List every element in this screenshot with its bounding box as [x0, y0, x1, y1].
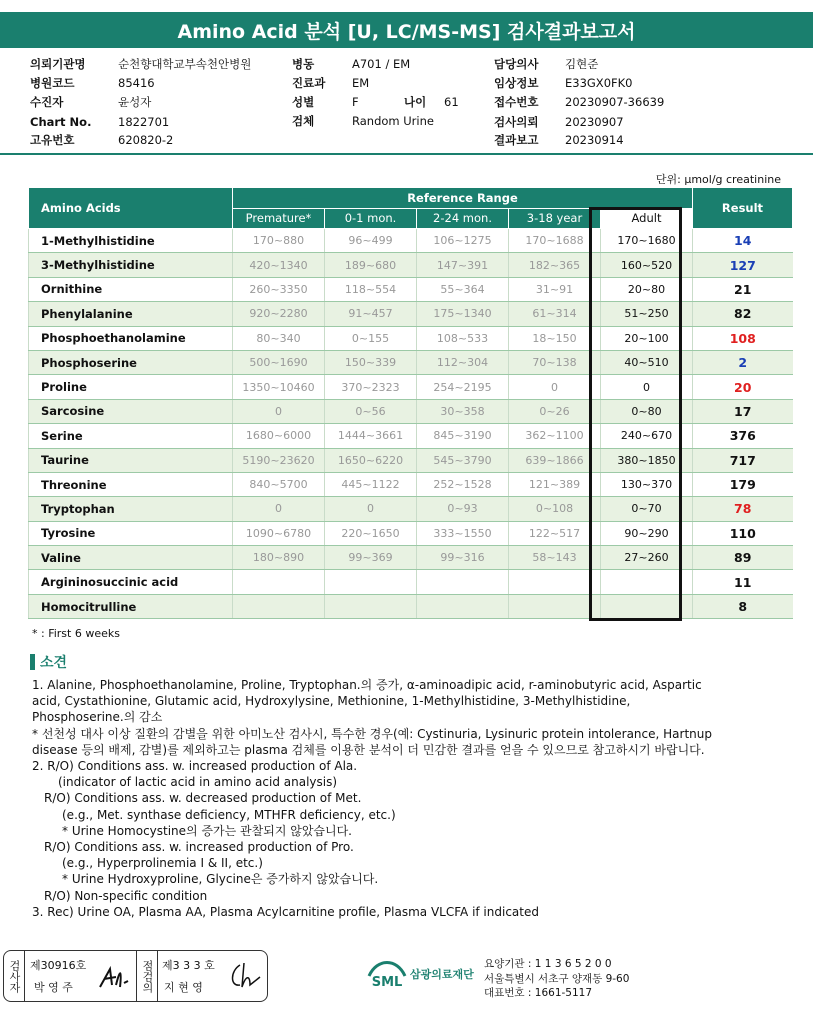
- tester-label: [4, 951, 25, 1001]
- result-cell: 17: [693, 399, 793, 423]
- table-row: [29, 594, 793, 618]
- patient-label: 수진자: [30, 95, 64, 109]
- col-3-18-year: 3-18 year: [509, 208, 601, 229]
- col-premature: Premature*: [233, 208, 325, 229]
- comment-line: (e.g., Hyperprolinemia I & II, etc.): [62, 856, 263, 871]
- col-result: Result: [693, 188, 793, 229]
- result-cell: 14: [693, 229, 793, 253]
- reference-range-cell: [325, 594, 417, 618]
- reference-range-cell: 61~314: [509, 302, 601, 326]
- tester-label-text: 검사자: [8, 959, 21, 993]
- comment-line: * Urine Hydroxyproline, Glycine은 증가하지 않았습니다.: [62, 872, 379, 887]
- amino-acid-name: Homocitrulline: [29, 594, 233, 618]
- adult-range-cell: 0~80: [601, 399, 693, 423]
- table-row: [29, 326, 793, 350]
- adult-range-cell: 27~260: [601, 546, 693, 570]
- doctor-label: 담당의사: [494, 57, 539, 71]
- reference-range-cell: 0~93: [417, 497, 509, 521]
- reference-range-cell: 31~91: [509, 277, 601, 301]
- reference-range-cell: 0: [233, 497, 325, 521]
- reference-range-cell: 362~1100: [509, 424, 601, 448]
- chart-value: 1822701: [118, 115, 170, 129]
- result-cell: 11: [693, 570, 793, 594]
- reference-range-cell: 0: [233, 399, 325, 423]
- reference-range-cell: 1090~6780: [233, 521, 325, 545]
- reference-range-cell: 639~1866: [509, 448, 601, 472]
- result-cell: 108: [693, 326, 793, 350]
- reference-range-cell: [233, 570, 325, 594]
- lab-line-3: 대표번호 : 1661-5117: [484, 987, 593, 999]
- table-row: [29, 424, 793, 448]
- institution-value: 순천향대학교부속천안병원: [118, 57, 252, 71]
- specimen-value: Random Urine: [352, 114, 434, 128]
- comment-line: 1. Alanine, Phosphoethanolamine, Proline, Tryptophan.의 증가, α-aminoadipic acid, r-aminobutyric acid, Aspartic: [32, 678, 702, 692]
- reference-range-cell: 70~138: [509, 350, 601, 374]
- reference-range-cell: 170~880: [233, 229, 325, 253]
- reference-range-cell: 170~1688: [509, 229, 601, 253]
- adult-range-cell: 0: [601, 375, 693, 399]
- dept-value: EM: [352, 76, 370, 90]
- findings-comments: [32, 677, 792, 920]
- reference-range-cell: 99~316: [417, 546, 509, 570]
- reference-range-cell: 180~890: [233, 546, 325, 570]
- reference-range-cell: 333~1550: [417, 521, 509, 545]
- result-cell: 110: [693, 521, 793, 545]
- report-title-text: Amino Acid 분석 [U, LC/MS-MS] 검사결과보고서: [177, 20, 636, 43]
- comment-line: disease 등의 배제, 감별)를 제외하고는 plasma 검체를 이용한 분석이 더 민감한 결과를 얻을 수 있으므로 참고하시기 바랍니다.: [32, 742, 705, 757]
- findings-title: [30, 652, 67, 672]
- lab-name: 삼광의료재단: [410, 968, 474, 981]
- result-cell: 20: [693, 375, 793, 399]
- comment-line: Phosphoserine.의 감소: [32, 710, 163, 725]
- reference-range-cell: 370~2323: [325, 375, 417, 399]
- doctor-value: 김현준: [565, 57, 599, 71]
- lab-info: [484, 957, 629, 1001]
- amino-acid-name: Phosphoserine: [29, 350, 233, 374]
- reference-range-cell: 121~389: [509, 472, 601, 496]
- col-adult: Adult: [601, 208, 693, 229]
- receipt-value: 20230907-36639: [565, 95, 665, 109]
- reference-range-cell: 545~3790: [417, 448, 509, 472]
- col-2-24-mon: 2-24 mon.: [417, 208, 509, 229]
- report-date-label: 결과보고: [494, 133, 539, 147]
- amino-acid-name: Valine: [29, 546, 233, 570]
- tester-name: 박 영 주: [34, 981, 73, 994]
- tester-no: 제30916호: [30, 959, 87, 972]
- reference-range-cell: 150~339: [325, 350, 417, 374]
- lab-line-1: 요양기관 : 1 1 3 6 5 2 0 0: [484, 958, 612, 970]
- report-title: [0, 12, 813, 48]
- reference-range-cell: [325, 570, 417, 594]
- reference-range-cell: 0: [509, 375, 601, 399]
- table-row: [29, 448, 793, 472]
- adult-range-cell: [601, 570, 693, 594]
- result-cell: 376: [693, 424, 793, 448]
- table-row: [29, 472, 793, 496]
- result-cell: 127: [693, 253, 793, 277]
- result-cell: 179: [693, 472, 793, 496]
- table-row: [29, 399, 793, 423]
- reference-range-cell: 920~2280: [233, 302, 325, 326]
- comment-line: * Urine Homocystine의 증가는 관찰되지 않았습니다.: [62, 823, 352, 838]
- tester-signature: [96, 963, 132, 993]
- lab-logo: [367, 958, 474, 990]
- col-reference-range: Reference Range: [233, 188, 693, 209]
- comment-line: * 선천성 대사 이상 질환의 감별을 위한 아미노산 검사시, 특수한 경우(예: Cystinuria, Lysinuric protein intolerance, Hartnup: [32, 726, 712, 741]
- table-row: [29, 229, 793, 253]
- clinical-label: 임상정보: [494, 76, 539, 90]
- reference-range-cell: 5190~23620: [233, 448, 325, 472]
- reference-range-cell: 118~554: [325, 277, 417, 301]
- ward-label: 병동: [292, 57, 315, 71]
- reference-range-cell: 0~26: [509, 399, 601, 423]
- reviewer-name: 지 현 영: [164, 981, 203, 994]
- table-row: [29, 302, 793, 326]
- reference-range-cell: 254~2195: [417, 375, 509, 399]
- amino-acid-name: Taurine: [29, 448, 233, 472]
- reference-range-cell: 122~517: [509, 521, 601, 545]
- amino-acid-name: Proline: [29, 375, 233, 399]
- reference-range-cell: 55~364: [417, 277, 509, 301]
- reference-range-cell: 420~1340: [233, 253, 325, 277]
- comment-line: 2. R/O) Conditions ass. w. increased production of Ala.: [32, 759, 358, 774]
- reference-range-cell: 147~391: [417, 253, 509, 277]
- reference-range-cell: 112~304: [417, 350, 509, 374]
- request-value: 20230907: [565, 115, 624, 129]
- reference-range-cell: 260~3350: [233, 277, 325, 301]
- request-label: 검사의뢰: [494, 115, 539, 129]
- result-cell: 2: [693, 350, 793, 374]
- report-date-value: 20230914: [565, 133, 624, 147]
- table-row: [29, 253, 793, 277]
- adult-range-cell: 20~100: [601, 326, 693, 350]
- ward-value: A701 / EM: [352, 57, 411, 71]
- sml-logo-icon: [367, 958, 407, 990]
- comment-line: 3. Rec) Urine OA, Plasma AA, Plasma Acylcarnitine profile, Plasma VLCFA if indicated: [32, 904, 539, 919]
- reference-range-cell: 0~108: [509, 497, 601, 521]
- reference-range-cell: 1444~3661: [325, 424, 417, 448]
- age-label: 나이: [404, 95, 427, 109]
- reference-range-cell: [509, 594, 601, 618]
- amino-acid-name: Argininosuccinic acid: [29, 570, 233, 594]
- unique-value: 620820-2: [118, 133, 174, 147]
- reference-range-cell: 0: [325, 497, 417, 521]
- amino-acid-name: Sarcosine: [29, 399, 233, 423]
- lab-line-2: 서울특별시 서초구 양재동 9-60: [484, 972, 630, 985]
- reference-range-cell: 189~680: [325, 253, 417, 277]
- amino-acid-name: 1-Methylhistidine: [29, 229, 233, 253]
- footnote: * : First 6 weeks: [32, 627, 120, 640]
- table-row: [29, 350, 793, 374]
- reference-range-cell: 0~155: [325, 326, 417, 350]
- reference-range-cell: 91~457: [325, 302, 417, 326]
- reference-range-cell: 1680~6000: [233, 424, 325, 448]
- reference-range-cell: 445~1122: [325, 472, 417, 496]
- amino-acid-name: Threonine: [29, 472, 233, 496]
- reference-range-cell: [233, 594, 325, 618]
- comment-line: acid, Cystathionine, Glutamic acid, Hydroxylysine, Methionine, 1-Methylhistidine, 3-Methylhistidine,: [32, 694, 631, 709]
- amino-acid-table: [28, 187, 793, 619]
- amino-acid-name: Phenylalanine: [29, 302, 233, 326]
- dept-label: 진료과: [292, 76, 326, 90]
- clinical-value: E33GX0FK0: [565, 76, 633, 90]
- adult-range-cell: 160~520: [601, 253, 693, 277]
- adult-range-cell: 380~1850: [601, 448, 693, 472]
- adult-range-cell: 240~670: [601, 424, 693, 448]
- comment-line: (e.g., Met. synthase deficiency, MTHFR deficiency, etc.): [62, 807, 396, 822]
- reference-range-cell: [509, 570, 601, 594]
- specimen-label: 검체: [292, 114, 315, 128]
- result-cell: 78: [693, 497, 793, 521]
- reference-range-cell: 30~358: [417, 399, 509, 423]
- unit-label: 단위: μmol/g creatinine: [655, 173, 781, 186]
- reference-range-cell: [417, 570, 509, 594]
- table-row: [29, 375, 793, 399]
- reviewer-label: [136, 951, 158, 1001]
- amino-acid-name: Tyrosine: [29, 521, 233, 545]
- col-amino-acids: Amino Acids: [29, 188, 233, 229]
- adult-range-cell: 90~290: [601, 521, 693, 545]
- adult-range-cell: 170~1680: [601, 229, 693, 253]
- patient-value: 윤성자: [118, 95, 152, 109]
- findings-title-text: 소견: [40, 655, 68, 671]
- reference-range-cell: 108~533: [417, 326, 509, 350]
- result-cell: 717: [693, 448, 793, 472]
- comment-line: R/O) Conditions ass. w. decreased production of Met.: [44, 791, 362, 806]
- reviewer-signature: [226, 959, 264, 993]
- header-divider: [0, 153, 813, 155]
- table-row: [29, 497, 793, 521]
- result-cell: 8: [693, 594, 793, 618]
- reference-range-cell: 0~56: [325, 399, 417, 423]
- institution-label: 의뢰기관명: [30, 57, 86, 71]
- reference-range-cell: [417, 594, 509, 618]
- unique-label: 고유번호: [30, 133, 75, 147]
- reference-range-cell: 18~150: [509, 326, 601, 350]
- amino-acid-name: 3-Methylhistidine: [29, 253, 233, 277]
- reference-range-cell: 220~1650: [325, 521, 417, 545]
- reference-range-cell: 80~340: [233, 326, 325, 350]
- reference-range-cell: 175~1340: [417, 302, 509, 326]
- comment-line: R/O) Non-specific condition: [44, 888, 208, 903]
- sml-logo-text: SML: [371, 975, 403, 990]
- amino-acid-name: Serine: [29, 424, 233, 448]
- adult-range-cell: [601, 594, 693, 618]
- reviewer-label-text: 점검의: [141, 959, 154, 993]
- table-row: [29, 277, 793, 301]
- adult-range-cell: 40~510: [601, 350, 693, 374]
- receipt-label: 접수번호: [494, 95, 539, 109]
- amino-acid-name: Ornithine: [29, 277, 233, 301]
- table-row: [29, 570, 793, 594]
- table-row: [29, 521, 793, 545]
- adult-range-cell: 0~70: [601, 497, 693, 521]
- hospital-code-value: 85416: [118, 76, 155, 90]
- adult-range-cell: 20~80: [601, 277, 693, 301]
- reference-range-cell: 845~3190: [417, 424, 509, 448]
- findings-bar: [30, 654, 35, 670]
- reference-range-cell: 840~5700: [233, 472, 325, 496]
- reference-range-cell: 99~369: [325, 546, 417, 570]
- reference-range-cell: 106~1275: [417, 229, 509, 253]
- amino-acid-name: Tryptophan: [29, 497, 233, 521]
- reviewer-no: 제3 3 3 호: [162, 959, 215, 972]
- reference-range-cell: 252~1528: [417, 472, 509, 496]
- chart-label: Chart No.: [30, 115, 92, 129]
- result-cell: 82: [693, 302, 793, 326]
- reference-range-cell: 182~365: [509, 253, 601, 277]
- reference-range-cell: 1650~6220: [325, 448, 417, 472]
- sex-label: 성별: [292, 95, 315, 109]
- reference-range-cell: 58~143: [509, 546, 601, 570]
- adult-range-cell: 130~370: [601, 472, 693, 496]
- col-0-1-mon: 0-1 mon.: [325, 208, 417, 229]
- result-cell: 21: [693, 277, 793, 301]
- adult-range-cell: 51~250: [601, 302, 693, 326]
- comment-line: R/O) Conditions ass. w. increased production of Pro.: [44, 840, 354, 855]
- amino-acid-name: Phosphoethanolamine: [29, 326, 233, 350]
- reference-range-cell: 1350~10460: [233, 375, 325, 399]
- result-cell: 89: [693, 546, 793, 570]
- comment-line: (indicator of lactic acid in amino acid analysis): [58, 775, 338, 790]
- signature-box: [3, 950, 268, 1002]
- sex-value: F: [352, 95, 359, 109]
- hospital-code-label: 병원코드: [30, 76, 75, 90]
- reference-range-cell: 96~499: [325, 229, 417, 253]
- reference-range-cell: 500~1690: [233, 350, 325, 374]
- table-row: [29, 546, 793, 570]
- age-value: 61: [444, 95, 459, 109]
